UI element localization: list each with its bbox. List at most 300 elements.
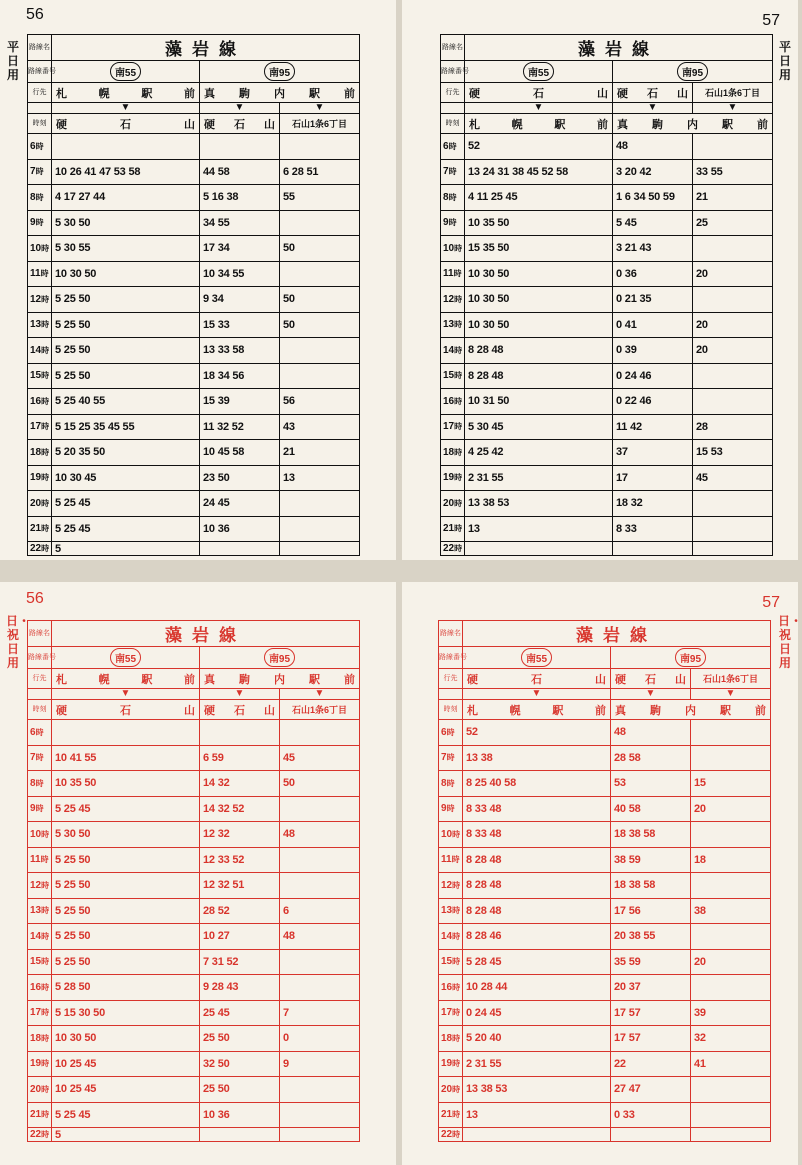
hour-row xyxy=(28,720,360,746)
hour-row xyxy=(28,287,360,313)
hour-row xyxy=(439,1026,771,1052)
departures-route-95: 10 34 55 xyxy=(200,261,280,287)
hour-row xyxy=(28,236,360,262)
departures-route-95 xyxy=(611,1128,691,1142)
departures-ishiyama: 6 28 51 xyxy=(280,159,360,185)
hour-cell: 14時 xyxy=(439,924,463,950)
arrow-down-icon: ▼ xyxy=(691,689,771,700)
departures-route-55: 8 33 48 xyxy=(463,796,611,822)
hour-row xyxy=(28,338,360,364)
arrow-down-icon: ▼ xyxy=(52,103,200,114)
departures-route-95: 48 xyxy=(613,134,693,160)
hour-row xyxy=(439,796,771,822)
dest-char: 前 xyxy=(344,87,355,100)
dest-makomanai xyxy=(200,671,359,687)
dest-char: 真 xyxy=(617,118,628,131)
hour-cell: 21時 xyxy=(28,1102,52,1128)
departures-route-95: 12 32 xyxy=(200,822,280,848)
departures-ishiyama xyxy=(693,389,773,415)
dest-koishiyama xyxy=(52,116,199,132)
departures-ishiyama xyxy=(280,796,360,822)
departures-ishiyama: 21 xyxy=(693,185,773,211)
hour-cell: 17時 xyxy=(439,1000,463,1026)
dest-char: 山 xyxy=(264,118,275,131)
route-name-label: 路線名 xyxy=(439,621,463,647)
hour-cell: 15時 xyxy=(441,363,465,389)
departures-ishiyama xyxy=(693,516,773,542)
departures-route-95: 20 37 xyxy=(611,975,691,1001)
dest-char: 前 xyxy=(183,673,195,686)
hour-cell: 15時 xyxy=(28,363,52,389)
departures-ishiyama xyxy=(691,822,771,848)
departures-ishiyama: 21 xyxy=(280,440,360,466)
arrow-down-icon: ▼ xyxy=(52,689,200,700)
hour-cell: 6時 xyxy=(28,720,52,746)
departures-route-55: 13 24 31 38 45 52 58 xyxy=(465,159,613,185)
departures-ishiyama xyxy=(280,1102,360,1128)
departures-route-95: 8 33 xyxy=(613,516,693,542)
dest-char: 硬 xyxy=(56,704,67,717)
departures-route-95: 18 38 58 xyxy=(611,873,691,899)
departures-ishiyama: 9 xyxy=(280,1051,360,1077)
departures-route-95: 48 xyxy=(611,720,691,746)
dest-char: 山 xyxy=(675,673,686,686)
dest-ishiyama: 石山1条6丁目 xyxy=(292,119,348,129)
holiday-side-label: 日・祝日用 xyxy=(778,614,802,670)
hour-cell: 20時 xyxy=(439,1077,463,1103)
departures-ishiyama xyxy=(280,338,360,364)
line-name: 藻岩線 xyxy=(465,35,773,61)
departures-ishiyama xyxy=(693,134,773,160)
time-label: 時刻 xyxy=(28,114,52,134)
dest-char: 札 xyxy=(467,704,478,717)
departures-route-55: 5 30 50 xyxy=(52,822,200,848)
hour-cell: 16時 xyxy=(28,975,52,1001)
departures-route-95: 0 41 xyxy=(613,312,693,338)
departures-route-95: 14 32 52 xyxy=(200,796,280,822)
hour-row xyxy=(439,924,771,950)
route-badge-b: 南95 xyxy=(677,62,708,81)
departures-route-55: 8 28 48 xyxy=(465,363,613,389)
hour-cell: 21時 xyxy=(439,1102,463,1128)
dest-char: 山 xyxy=(677,87,688,100)
hour-row xyxy=(28,134,360,160)
hour-cell: 19時 xyxy=(28,1051,52,1077)
departures-ishiyama xyxy=(280,542,360,556)
time-label: 時刻 xyxy=(28,700,52,720)
dest-char: 石 xyxy=(531,673,542,686)
hour-row xyxy=(439,745,771,771)
departures-ishiyama xyxy=(280,363,360,389)
hour-cell: 10時 xyxy=(439,822,463,848)
departures-route-95: 17 34 xyxy=(200,236,280,262)
hour-row xyxy=(439,1102,771,1128)
dest-char: 硬 xyxy=(467,673,478,686)
dest-koishiyama xyxy=(200,116,279,132)
dest-char: 駅 xyxy=(720,704,731,717)
dest-char: 石 xyxy=(645,673,656,686)
departures-route-95: 17 57 xyxy=(611,1000,691,1026)
dest-char: 硬 xyxy=(615,673,626,686)
dest-char: 内 xyxy=(687,118,698,131)
departures-route-95: 28 52 xyxy=(200,898,280,924)
hour-row xyxy=(28,440,360,466)
departures-route-55: 52 xyxy=(465,134,613,160)
departures-route-55: 15 35 50 xyxy=(465,236,613,262)
departures-ishiyama xyxy=(693,287,773,313)
hour-cell: 21時 xyxy=(28,516,52,542)
departures-route-95: 0 24 46 xyxy=(613,363,693,389)
dest-char: 前 xyxy=(344,673,355,686)
hour-cell: 6時 xyxy=(441,134,465,160)
departures-route-55: 10 30 50 xyxy=(52,261,200,287)
hour-cell: 16時 xyxy=(28,389,52,415)
departures-route-95: 13 33 58 xyxy=(200,338,280,364)
hour-cell: 8時 xyxy=(441,185,465,211)
departures-ishiyama: 20 xyxy=(693,312,773,338)
hour-row xyxy=(441,134,773,160)
departures-route-95: 3 21 43 xyxy=(613,236,693,262)
timetable xyxy=(27,620,360,1142)
departures-route-55: 8 33 48 xyxy=(463,822,611,848)
departures-route-95: 10 27 xyxy=(200,924,280,950)
dest-char: 駅 xyxy=(141,673,153,686)
hour-row xyxy=(439,847,771,873)
route-badge-b: 南95 xyxy=(264,62,295,81)
hour-row xyxy=(28,261,360,287)
departures-ishiyama: 20 xyxy=(691,796,771,822)
weekday-side-label: 平日用 xyxy=(6,40,19,82)
dest-char: 硬 xyxy=(617,87,628,100)
departures-route-95: 18 32 xyxy=(613,491,693,517)
hour-row xyxy=(28,1128,360,1142)
departures-route-55: 5 25 40 55 xyxy=(52,389,200,415)
dest-char: 硬 xyxy=(56,118,67,131)
dest-char: 駅 xyxy=(309,673,320,686)
departures-route-95 xyxy=(200,542,280,556)
dest-koishiyama xyxy=(465,85,612,101)
departures-route-95: 18 34 56 xyxy=(200,363,280,389)
departures-route-55: 13 xyxy=(465,516,613,542)
hour-row xyxy=(441,185,773,211)
departures-ishiyama xyxy=(691,745,771,771)
dest-sapporo xyxy=(463,702,610,718)
arrow-down-icon: ▼ xyxy=(465,103,613,114)
dest-char: 札 xyxy=(469,118,480,131)
dest-char: 山 xyxy=(264,704,275,717)
arrow-down-icon: ▼ xyxy=(200,689,280,700)
hour-cell: 14時 xyxy=(28,338,52,364)
departures-route-55: 5 25 45 xyxy=(52,491,200,517)
departures-route-55: 5 25 50 xyxy=(52,363,200,389)
hour-cell: 9時 xyxy=(28,210,52,236)
dest-char: 札 xyxy=(56,87,67,100)
hour-cell: 18時 xyxy=(28,440,52,466)
departures-route-95: 40 58 xyxy=(611,796,691,822)
timetable xyxy=(440,34,773,556)
hour-cell: 13時 xyxy=(441,312,465,338)
hour-cell: 7時 xyxy=(441,159,465,185)
departures-route-55: 5 25 50 xyxy=(52,847,200,873)
dest-char: 山 xyxy=(597,87,608,100)
departures-route-95: 11 32 52 xyxy=(200,414,280,440)
dest-char: 真 xyxy=(204,673,215,686)
hour-row xyxy=(28,185,360,211)
dest-char: 幌 xyxy=(511,118,523,131)
departures-route-55: 5 30 45 xyxy=(465,414,613,440)
dest-char: 山 xyxy=(184,118,195,131)
departures-ishiyama xyxy=(693,491,773,517)
hour-cell: 10時 xyxy=(441,236,465,262)
hour-row xyxy=(441,440,773,466)
departures-route-55: 10 41 55 xyxy=(52,745,200,771)
departures-route-55: 8 25 40 58 xyxy=(463,771,611,797)
departures-route-95: 25 45 xyxy=(200,1000,280,1026)
hour-row xyxy=(28,1051,360,1077)
route-badge-a: 南55 xyxy=(521,648,552,667)
dest-char: 駅 xyxy=(554,118,566,131)
hour-cell: 20時 xyxy=(28,1077,52,1103)
departures-route-55 xyxy=(463,1128,611,1142)
departures-route-55: 5 25 50 xyxy=(52,312,200,338)
departures-route-95: 20 38 55 xyxy=(611,924,691,950)
departures-ishiyama xyxy=(691,720,771,746)
departures-route-55: 5 xyxy=(52,1128,200,1142)
departures-ishiyama: 20 xyxy=(693,261,773,287)
departures-route-55: 13 38 53 xyxy=(465,491,613,517)
dest-char: 硬 xyxy=(204,704,215,717)
departures-route-55: 10 28 44 xyxy=(463,975,611,1001)
departures-ishiyama xyxy=(280,975,360,1001)
route-number-label: 路線番号 xyxy=(439,647,463,669)
departures-ishiyama xyxy=(691,873,771,899)
departures-ishiyama xyxy=(693,542,773,556)
departures-ishiyama: 6 xyxy=(280,898,360,924)
hour-cell: 17時 xyxy=(28,414,52,440)
hour-row xyxy=(441,491,773,517)
arrow-down-icon: ▼ xyxy=(200,103,280,114)
departures-route-95: 10 36 xyxy=(200,516,280,542)
line-name: 藻岩線 xyxy=(52,621,360,647)
hour-cell: 18時 xyxy=(441,440,465,466)
departures-ishiyama: 43 xyxy=(280,414,360,440)
dest-char: 幌 xyxy=(509,704,521,717)
hour-cell: 6時 xyxy=(28,134,52,160)
dest-char: 山 xyxy=(595,673,606,686)
dest-char: 山 xyxy=(184,704,195,717)
departures-route-95: 1 6 34 50 59 xyxy=(613,185,693,211)
route-name-label: 路線名 xyxy=(28,621,52,647)
hour-row xyxy=(28,924,360,950)
departures-route-55: 4 11 25 45 xyxy=(465,185,613,211)
dest-makomanai xyxy=(613,116,772,132)
departures-route-95: 0 33 xyxy=(611,1102,691,1128)
departures-route-55: 10 35 50 xyxy=(52,771,200,797)
departures-route-55: 5 xyxy=(52,542,200,556)
departures-ishiyama: 32 xyxy=(691,1026,771,1052)
departures-ishiyama: 28 xyxy=(693,414,773,440)
departures-ishiyama: 38 xyxy=(691,898,771,924)
departures-route-55: 10 25 45 xyxy=(52,1051,200,1077)
hour-row xyxy=(28,1000,360,1026)
departures-route-95: 0 36 xyxy=(613,261,693,287)
hour-cell: 9時 xyxy=(441,210,465,236)
hour-row xyxy=(28,949,360,975)
hour-row xyxy=(28,822,360,848)
hour-row xyxy=(441,159,773,185)
departures-route-95: 28 58 xyxy=(611,745,691,771)
departures-route-55: 5 25 50 xyxy=(52,924,200,950)
departures-route-95: 15 39 xyxy=(200,389,280,415)
hour-row xyxy=(28,414,360,440)
departures-route-95: 12 32 51 xyxy=(200,873,280,899)
departures-route-55: 8 28 48 xyxy=(463,847,611,873)
hour-cell: 7時 xyxy=(439,745,463,771)
dest-char: 幌 xyxy=(98,673,110,686)
departures-ishiyama: 56 xyxy=(280,389,360,415)
hour-row xyxy=(441,465,773,491)
hour-row xyxy=(28,1102,360,1128)
holiday-right-page xyxy=(402,582,802,1165)
departures-route-95: 7 31 52 xyxy=(200,949,280,975)
arrow-down-icon: ▼ xyxy=(611,689,691,700)
departures-route-55: 5 25 45 xyxy=(52,1102,200,1128)
hour-row xyxy=(439,771,771,797)
hour-cell: 19時 xyxy=(439,1051,463,1077)
departures-route-95: 5 45 xyxy=(613,210,693,236)
departures-ishiyama: 50 xyxy=(280,771,360,797)
dest-char: 前 xyxy=(596,118,608,131)
page-number: 57 xyxy=(762,594,780,611)
hour-cell: 7時 xyxy=(28,159,52,185)
departures-ishiyama xyxy=(280,210,360,236)
departures-route-55: 5 25 50 xyxy=(52,898,200,924)
hour-row xyxy=(439,975,771,1001)
departures-route-55: 5 20 40 xyxy=(463,1026,611,1052)
departures-route-95: 22 xyxy=(611,1051,691,1077)
hour-cell: 22時 xyxy=(28,1128,52,1142)
hour-cell: 22時 xyxy=(28,542,52,556)
route-name-label: 路線名 xyxy=(28,35,52,61)
dest-char: 前 xyxy=(183,87,195,100)
hour-row xyxy=(28,389,360,415)
departures-ishiyama: 45 xyxy=(280,745,360,771)
hour-cell: 17時 xyxy=(441,414,465,440)
dest-char: 石 xyxy=(533,87,544,100)
departures-ishiyama: 39 xyxy=(691,1000,771,1026)
dest-char: 前 xyxy=(757,118,768,131)
departures-route-95: 0 21 35 xyxy=(613,287,693,313)
hour-cell: 11時 xyxy=(28,847,52,873)
departures-route-55: 52 xyxy=(463,720,611,746)
weekday-right-page xyxy=(402,0,798,560)
departures-route-55: 5 20 35 50 xyxy=(52,440,200,466)
departures-ishiyama: 50 xyxy=(280,312,360,338)
departures-route-55: 13 xyxy=(463,1102,611,1128)
hour-cell: 14時 xyxy=(28,924,52,950)
hour-row xyxy=(28,159,360,185)
hour-row xyxy=(28,847,360,873)
dest-char: 駅 xyxy=(141,87,153,100)
hour-cell: 10時 xyxy=(28,236,52,262)
dest-char: 石 xyxy=(234,118,245,131)
departures-ishiyama: 45 xyxy=(693,465,773,491)
hour-row xyxy=(439,949,771,975)
departures-route-55: 10 30 50 xyxy=(52,1026,200,1052)
hour-cell: 15時 xyxy=(28,949,52,975)
dest-sapporo xyxy=(52,671,199,687)
departures-route-55: 10 35 50 xyxy=(465,210,613,236)
page-number: 56 xyxy=(26,590,44,607)
departures-ishiyama: 7 xyxy=(280,1000,360,1026)
hour-cell: 13時 xyxy=(28,898,52,924)
route-badge-b: 南95 xyxy=(675,648,706,667)
departures-route-95 xyxy=(200,134,280,160)
departures-route-95: 5 16 38 xyxy=(200,185,280,211)
departures-ishiyama xyxy=(280,847,360,873)
departures-route-55: 10 30 50 xyxy=(465,261,613,287)
route-number-label: 路線番号 xyxy=(28,61,52,83)
departures-route-55: 5 30 55 xyxy=(52,236,200,262)
departures-route-95: 38 59 xyxy=(611,847,691,873)
hour-row xyxy=(439,1051,771,1077)
hour-row xyxy=(28,1026,360,1052)
departures-route-95: 14 32 xyxy=(200,771,280,797)
hour-cell: 12時 xyxy=(28,287,52,313)
dest-makomanai xyxy=(611,702,770,718)
dest-makomanai xyxy=(200,85,359,101)
departures-ishiyama xyxy=(691,1077,771,1103)
hour-cell: 10時 xyxy=(28,822,52,848)
dest-char: 幌 xyxy=(98,87,110,100)
departures-ishiyama: 48 xyxy=(280,822,360,848)
departures-ishiyama: 15 xyxy=(691,771,771,797)
hour-row xyxy=(28,363,360,389)
departures-route-55: 0 24 45 xyxy=(463,1000,611,1026)
departures-route-55: 5 15 30 50 xyxy=(52,1000,200,1026)
hour-row xyxy=(28,898,360,924)
dest-char: 駅 xyxy=(309,87,320,100)
departures-route-55: 5 25 45 xyxy=(52,796,200,822)
dest-koishiyama xyxy=(200,702,279,718)
hour-row xyxy=(28,516,360,542)
departures-route-95 xyxy=(200,720,280,746)
route-badge-a: 南55 xyxy=(110,62,141,81)
departures-route-55: 10 31 50 xyxy=(465,389,613,415)
hour-cell: 22時 xyxy=(441,542,465,556)
departures-route-55: 5 28 50 xyxy=(52,975,200,1001)
departures-ishiyama xyxy=(691,1102,771,1128)
departures-ishiyama xyxy=(280,491,360,517)
hour-row xyxy=(28,745,360,771)
departures-ishiyama: 50 xyxy=(280,236,360,262)
hour-row xyxy=(28,210,360,236)
weekday-left-page xyxy=(0,0,396,560)
departures-route-55: 8 28 48 xyxy=(463,898,611,924)
hour-cell: 12時 xyxy=(439,873,463,899)
departures-ishiyama: 50 xyxy=(280,287,360,313)
departures-ishiyama: 55 xyxy=(280,185,360,211)
departures-route-95: 0 22 46 xyxy=(613,389,693,415)
departures-route-95: 18 38 58 xyxy=(611,822,691,848)
line-name: 藻岩線 xyxy=(463,621,771,647)
hour-row xyxy=(441,261,773,287)
hour-row xyxy=(28,1077,360,1103)
dest-char: 石 xyxy=(234,704,245,717)
hour-cell: 18時 xyxy=(439,1026,463,1052)
departures-route-95: 6 59 xyxy=(200,745,280,771)
departures-ishiyama xyxy=(280,873,360,899)
